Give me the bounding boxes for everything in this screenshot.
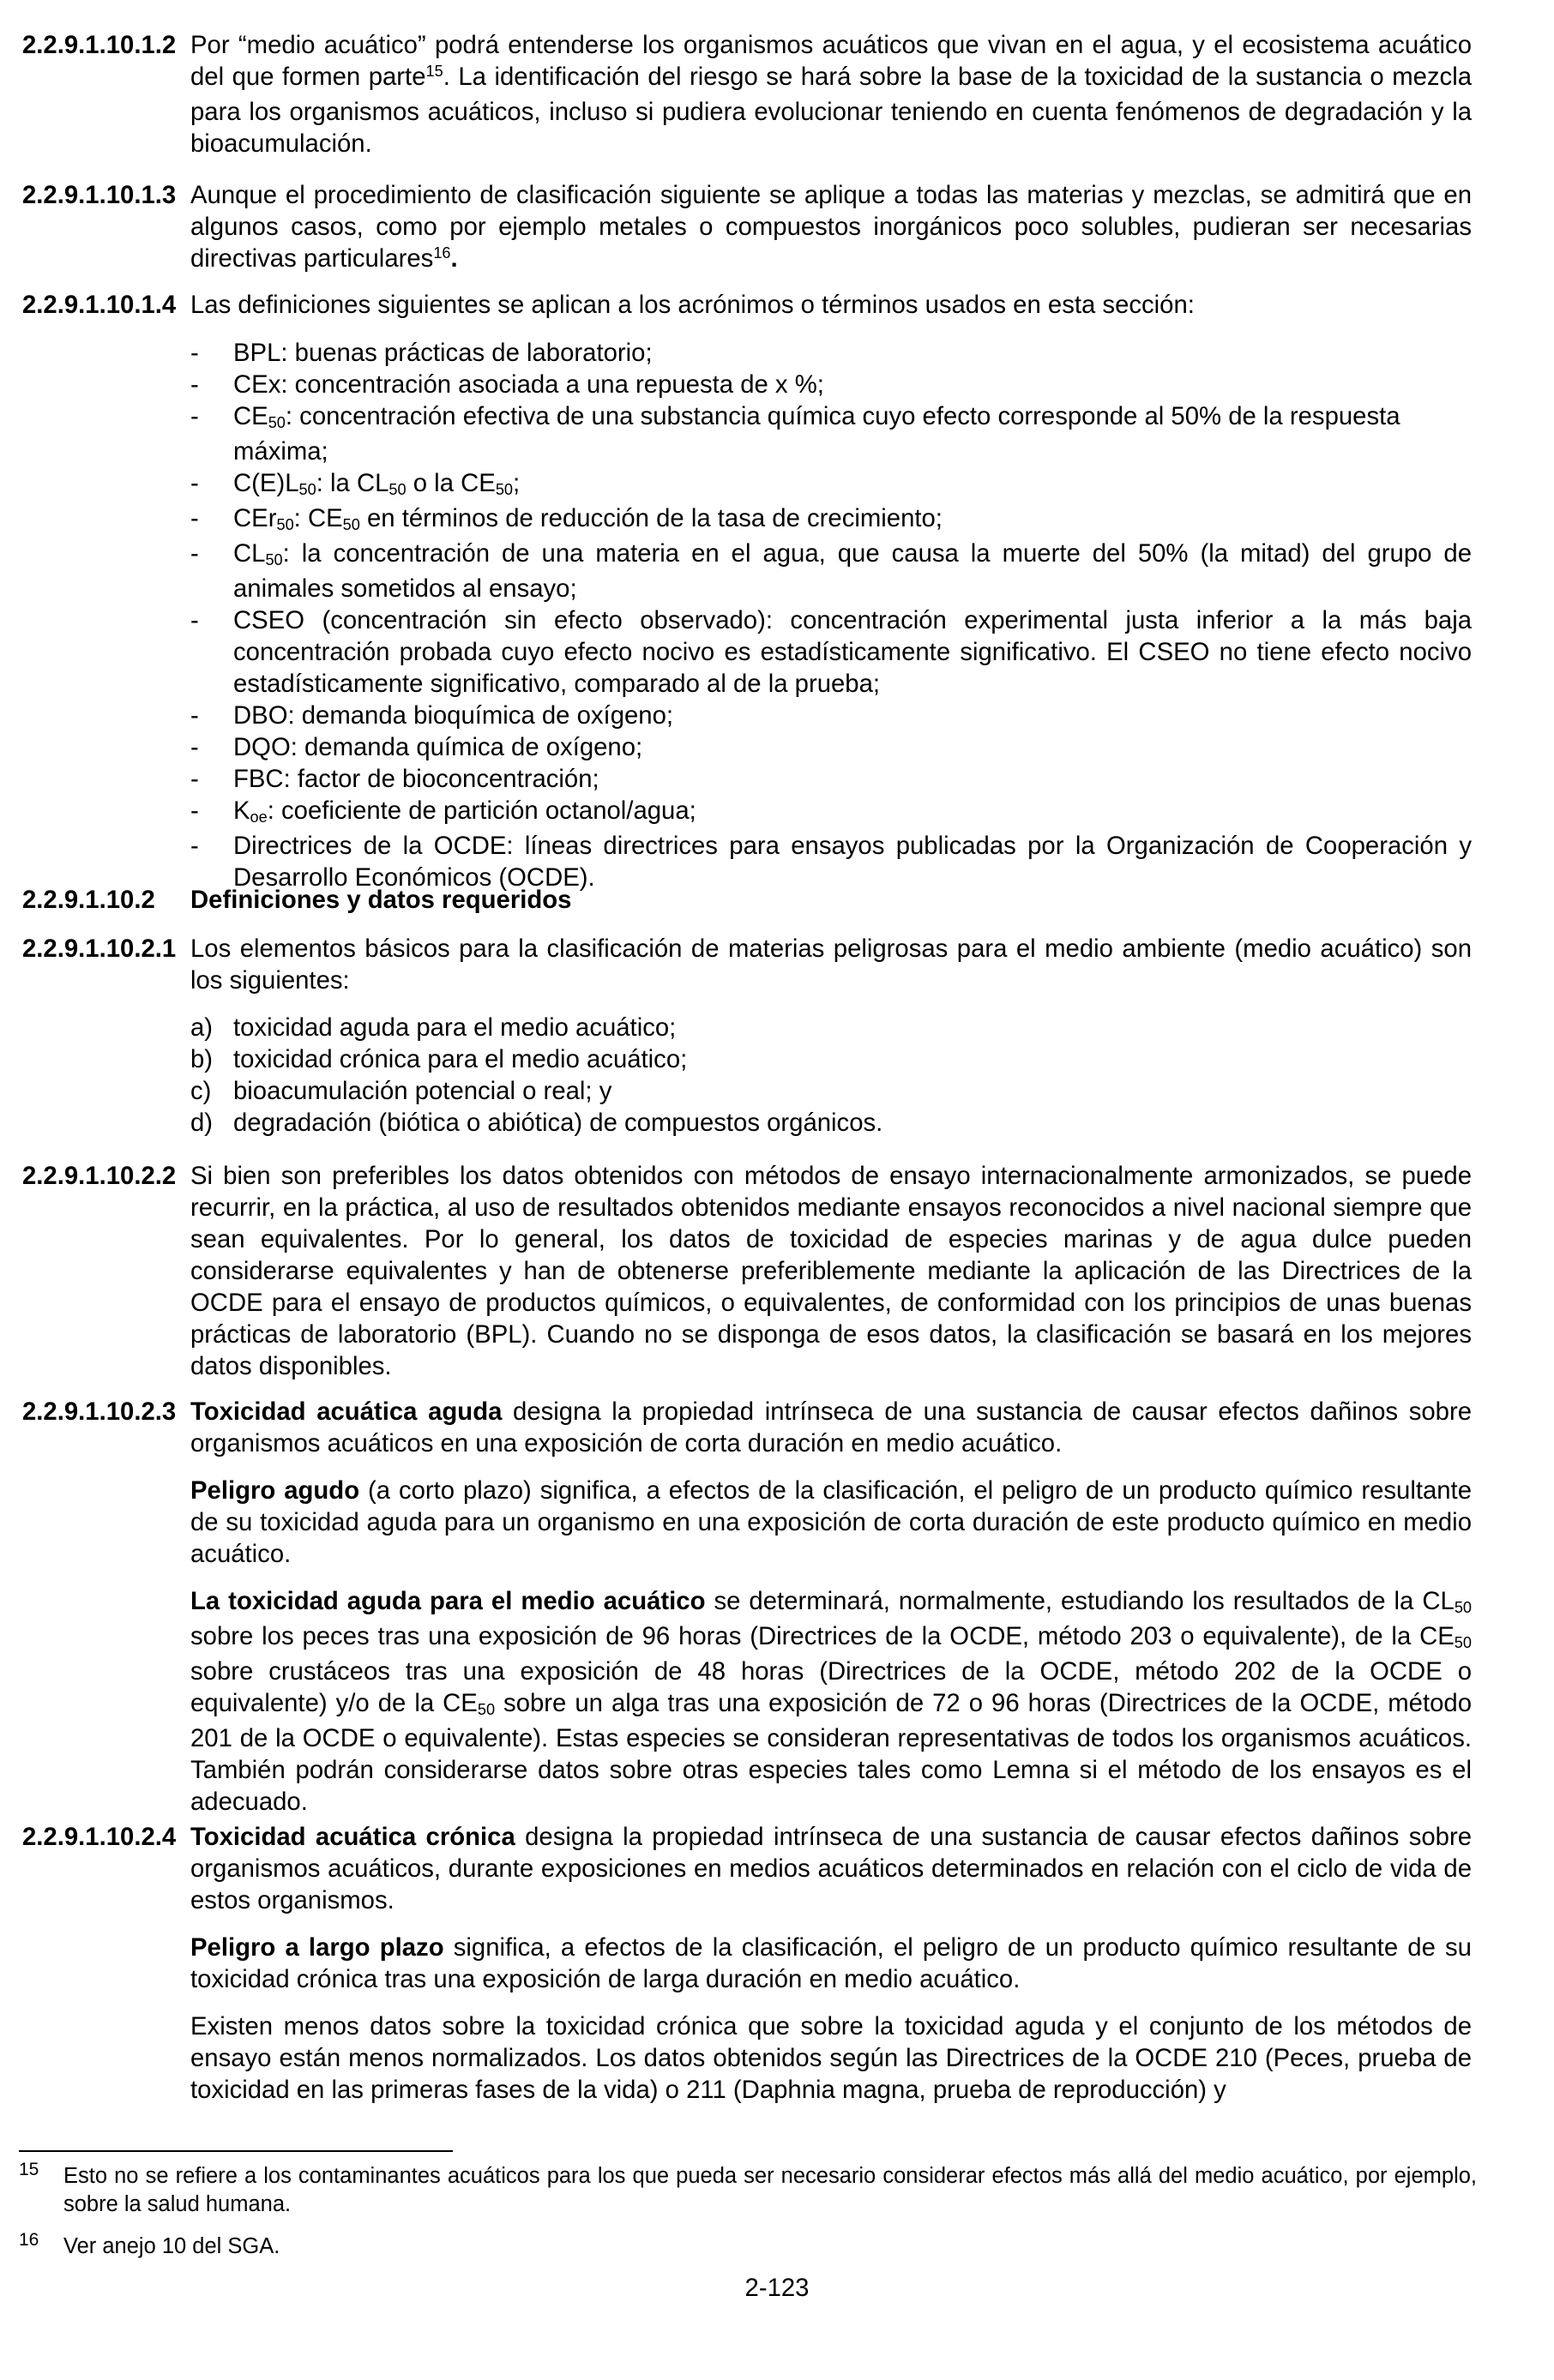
list-item: - Directrices de la OCDE: líneas directrices para ensayos publicadas por la Organización de Cooperación y Desarrollo Económicos (OCDE). — [190, 832, 1472, 892]
list-item: - CSEO (concentración sin efecto observado): concentración experimental justa inferior a la más baja concentración probada cuyo efecto nocivo es estadísticamente significativo. El CSEO no tiene efecto nocivo estadísticamente significativo, comparado al de la prueba; — [190, 606, 1472, 698]
section-number: 2.2.9.1.10.1.2 — [22, 31, 177, 59]
section-2-2-9-1-10-2-4 — [22, 1821, 1472, 2106]
list-item: - CEx: concentración asociada a una repuesta de x %; — [190, 370, 824, 399]
section-2-2-9-1-10-1-4 — [22, 289, 1472, 321]
paragraph: Peligro a largo plazo significa, a efectos de la clasificación, el peligro de un producto químico resultante de su toxicidad crónica tras una exposición de larga duración en medio acuático. — [190, 1933, 1472, 1993]
footnote-text: Esto no se refiere a los contaminantes acuáticos para los que pueda ser necesario considerar efectos más allá del medio acuático, por ejemplo, sobre la salud humana. — [63, 2164, 1477, 2216]
list-item: d) degradación (biótica o abiótica) de compuestos orgánicos. — [190, 1109, 883, 1137]
footnote-separator — [19, 2150, 453, 2152]
section-text: Por “medio acuático” podrá entenderse los organismos acuáticos que vivan en el agua, y el ecosistema acuático del que formen parte$^{15}$. La identificación del riesgo se hará sobre la base de la toxicidad de la sustancia o mezcla para los organismos acuáticos, incluso si pudiera evolucionar teniendo en cuenta fenómenos de degradación y la bioacumulación. — [190, 31, 1472, 158]
list-item: b) toxicidad crónica para el medio acuático; — [190, 1045, 688, 1073]
section-2-2-9-1-10-1-3 — [22, 179, 1472, 278]
footnote-ref-15: 15 — [425, 63, 443, 81]
section-2-2-9-1-10-1-2 — [22, 29, 1472, 159]
section-text: Toxicidad acuática aguda designa la propiedad intrínseca de una sustancia de causar efectos dañinos sobre organismos acuáticos en una exposición de corta duración en medio acuático. — [190, 1397, 1472, 1457]
section-2-2-9-1-10-2-2 — [22, 1160, 1472, 1382]
section-number: 2.2.9.1.10.1.4 — [22, 291, 177, 319]
page-number: 2-123 — [744, 2274, 810, 2302]
section-text: Toxicidad acuática crónica designa la propiedad intrínseca de una sustancia de causar efectos dañinos sobre organismos acuáticos, durante exposiciones en medios acuáticos determinados en relación con el ciclo de vida de estos organismos. — [190, 1823, 1472, 1914]
list-item: c) bioacumulación potencial o real; y — [190, 1077, 612, 1105]
list-item: - BPL: buenas prácticas de laboratorio; — [190, 339, 653, 367]
section-number: 2.2.9.1.10.1.3 — [22, 181, 177, 209]
section-intro: Las definiciones siguientes se aplican a los acrónimos o términos usados en esta sección: — [190, 291, 1195, 319]
list-item: - CE50: concentración efectiva de una substancia química cuyo efecto corresponde al 50% de la respuesta máxima; — [190, 402, 1400, 466]
list-item: - CEr50: CE50 en términos de reducción de la tasa de crecimiento; — [190, 504, 943, 533]
list-item: - DQO: demanda química de oxígeno; — [190, 733, 643, 761]
paragraph: Peligro agudo (a corto plazo) significa, a efectos de la clasificación, el peligro de un producto químico resultante de su toxicidad aguda para un organismo en una exposición de corta duración de este producto químico en medio acuático. — [190, 1476, 1472, 1568]
paragraph: Existen menos datos sobre la toxicidad crónica que sobre la toxicidad aguda y el conjunto de los métodos de ensayo están menos normalizados. Los datos obtenidos según las Directrices de la OCDE 210 (Peces, prueba de toxicidad en las primeras fases de la vida) o 211 (Daphnia magna, prueba de reproducción) y — [190, 2012, 1472, 2104]
element-list — [190, 1012, 1472, 1139]
list-item: - C(E)L50: la CL50 o la CE50; — [190, 469, 521, 498]
section-intro: Los elementos básicos para la clasificación de materias peligrosas para el medio ambiente (medio acuático) son los siguientes: — [190, 935, 1472, 995]
footnote-ref-16: 16 — [433, 244, 451, 262]
section-2-2-9-1-10-2 — [22, 884, 1472, 916]
footnote-text: Ver anejo 10 del SGA. — [63, 2234, 280, 2258]
footnote-15 — [19, 2162, 1477, 2219]
section-heading: Definiciones y datos requeridos — [190, 886, 572, 914]
footnote-number: 15 — [19, 2160, 39, 2179]
footnote-16 — [19, 2230, 1477, 2261]
section-2-2-9-1-10-2-1 — [22, 933, 1472, 1139]
list-item: - Koe: coeficiente de partición octanol/agua; — [190, 796, 696, 826]
list-item: - CL50: la concentración de una materia en el agua, que causa la muerte del 50% (la mitad) del grupo de animales sometidos al ensayo; — [190, 539, 1472, 603]
section-number: 2.2.9.1.10.2.2 — [22, 1162, 177, 1190]
section-number: 2.2.9.1.10.2.4 — [22, 1823, 177, 1851]
paragraph: La toxicidad aguda para el medio acuático se determinará, normalmente, estudiando los resultados de la CL50 sobre los peces tras una exposición de 96 horas (Directrices de la OCDE, método 203 o equivalente), de la CE50 sobre crustáceos tras una exposición de 48 horas (Directrices de la OCDE, método 202 de la OCDE o equivalente) y/o de la CE50 sobre un alga tras una exposición de 72 o 96 horas (Directrices de la OCDE, método 201 de la OCDE o equivalente). Estas especies se consideran representativas de todos los organismos acuáticos. También podrán considerarse datos sobre otras especies tales como Lemna si el método de los ensayos es el adecuado. — [190, 1587, 1473, 1816]
section-number: 2.2.9.1.10.2.1 — [22, 935, 177, 963]
section-text: Aunque el procedimiento de clasificación siguiente se aplique a todas las materias y mezclas, se admitirá que en algunos casos, como por ejemplo metales o compuestos inorgánicos poco solubles, pudieran ser necesarias directivas particulares$^{16}$. — [190, 181, 1472, 273]
section-2-2-9-1-10-2-3 — [22, 1396, 1472, 1818]
list-item: - DBO: demanda bioquímica de oxígeno; — [190, 701, 674, 730]
section-number: 2.2.9.1.10.2 — [22, 886, 155, 914]
footnote-number: 16 — [19, 2230, 39, 2250]
acronym-list — [22, 337, 1472, 893]
list-item: - FBC: factor de bioconcentración; — [190, 765, 599, 793]
list-item: a) toxicidad aguda para el medio acuático; — [190, 1013, 677, 1042]
section-number: 2.2.9.1.10.2.3 — [22, 1397, 177, 1426]
section-text: Si bien son preferibles los datos obtenidos con métodos de ensayo internacionalmente armonizados, se puede recurrir, en la práctica, al uso de resultados obtenidos mediante ensayos reconocidos a nivel nacional siempre que sean equivalentes. Por lo general, los datos de toxicidad de especies marinas y de agua dulce pueden considerarse equivalentes y han de obtenerse preferiblemente mediante la aplicación de las Directrices de la OCDE para el ensayo de productos químicos, o equivalentes, de conformidad con los principios de unas buenas prácticas de laboratorio (BPL). Cuando no se disponga de esos datos, la clasificación se basará en los mejores datos disponibles. — [190, 1162, 1472, 1380]
